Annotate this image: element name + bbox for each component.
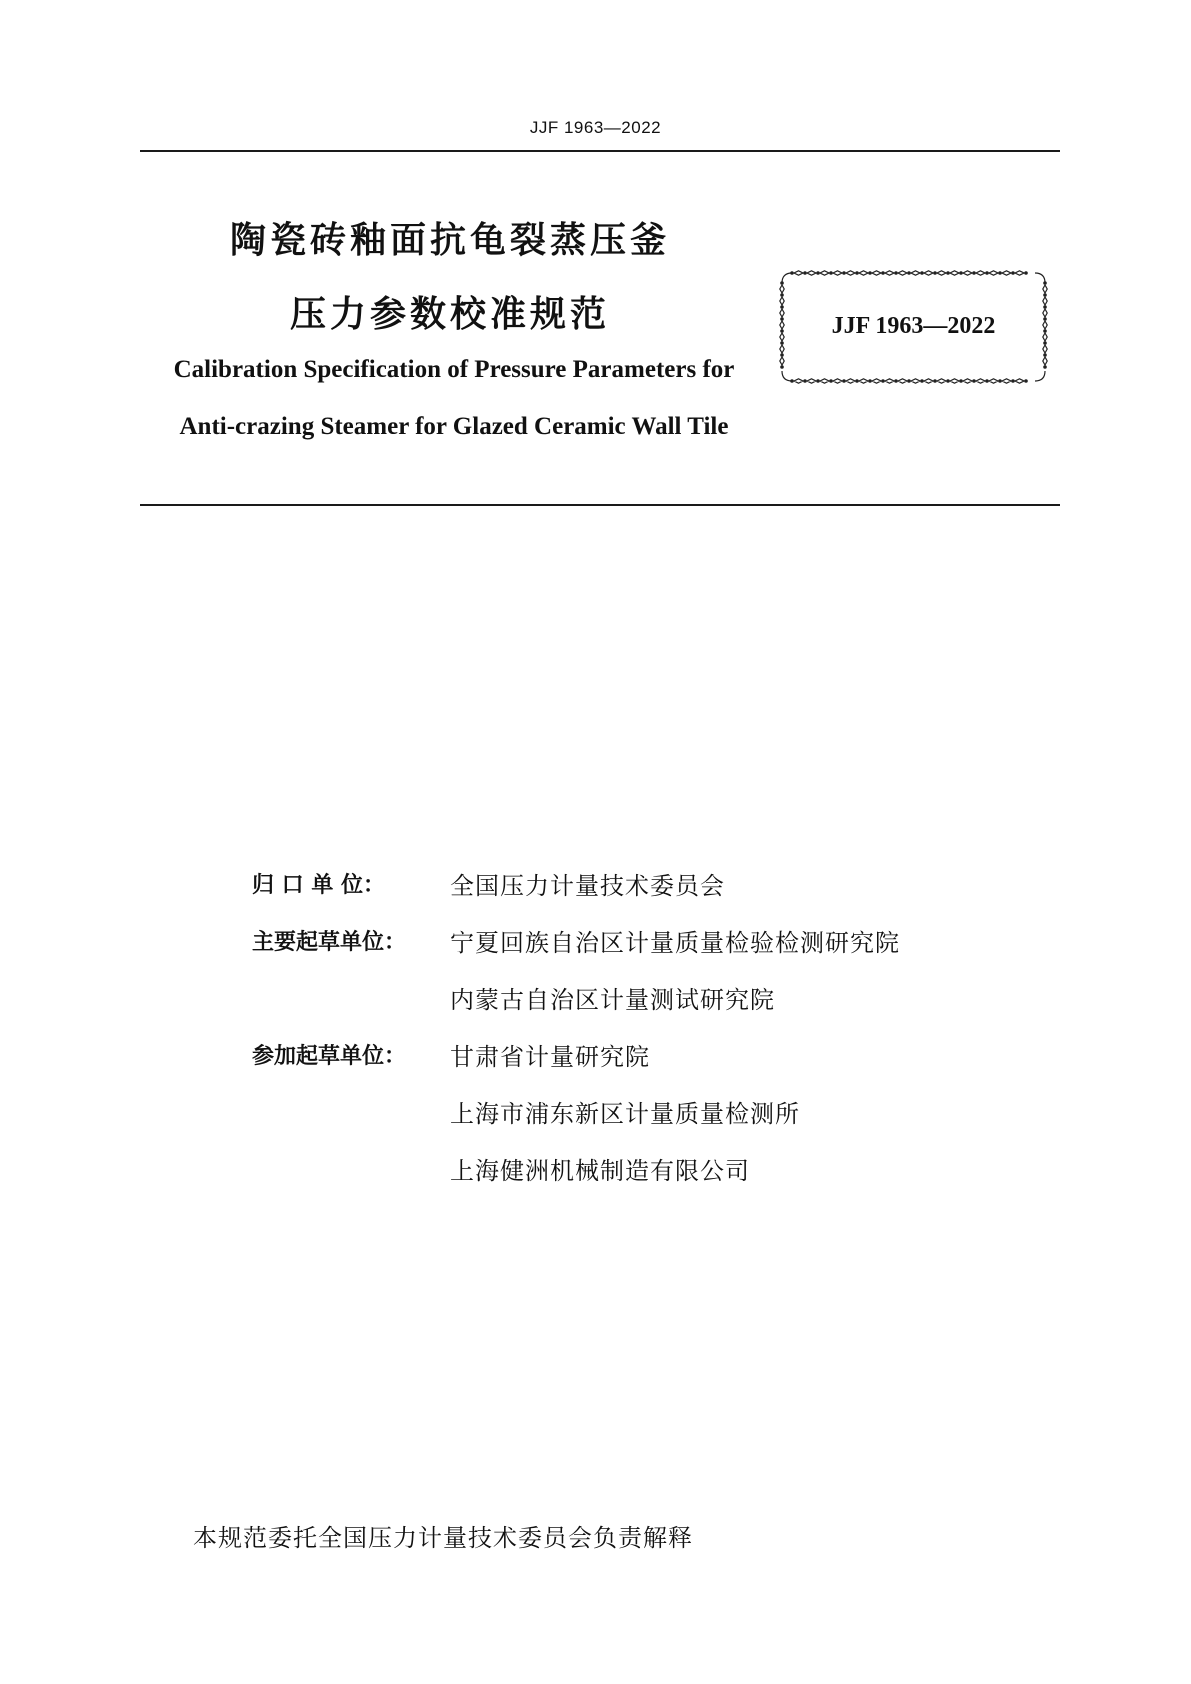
participating-unit-row — [252, 1026, 1012, 1083]
participating-unit-value: 上海市浦东新区计量质量检测所 — [450, 1100, 800, 1128]
responsible-unit-row — [252, 855, 1012, 912]
title-english-line-2: Anti-crazing Steamer for Glazed Ceramic Wall Tile — [179, 413, 729, 440]
specification-code: JJF 1963—2022 — [831, 313, 996, 339]
participating-unit-value: 上海健洲机械制造有限公司 — [450, 1157, 750, 1185]
main-drafting-unit-value: 宁夏回族自治区计量质量检验检测研究院 — [450, 929, 900, 957]
main-drafting-unit-value: 内蒙古自治区计量测试研究院 — [450, 986, 775, 1014]
drafting-units-block — [252, 855, 1012, 1197]
title-english-line-1: Calibration Specification of Pressure Parameters for — [173, 356, 735, 383]
participating-unit-value: 甘肃省计量研究院 — [450, 1043, 650, 1071]
interpretation-statement: 本规范委托全国压力计量技术委员会负责解释 — [193, 1524, 693, 1552]
main-drafting-unit-row — [252, 969, 1012, 1026]
participating-unit-label: 参加起草单位： — [252, 1044, 407, 1069]
main-drafting-unit-label: 主要起草单位： — [252, 930, 407, 955]
title-chinese-line-1: 陶瓷砖釉面抗龟裂蒸压釜 — [229, 220, 670, 261]
title-rule — [140, 504, 1060, 506]
responsible-unit-label: 归 口 单 位： — [252, 873, 385, 898]
header-rule — [140, 150, 1060, 152]
title-chinese-line-2: 压力参数校准规范 — [289, 294, 610, 335]
running-header-code: JJF 1963—2022 — [529, 118, 662, 137]
specification-code-box — [776, 267, 1051, 387]
participating-unit-row — [252, 1083, 1012, 1140]
participating-unit-row — [252, 1140, 1012, 1197]
responsible-unit-value: 全国压力计量技术委员会 — [450, 872, 725, 900]
main-drafting-unit-row — [252, 912, 1012, 969]
